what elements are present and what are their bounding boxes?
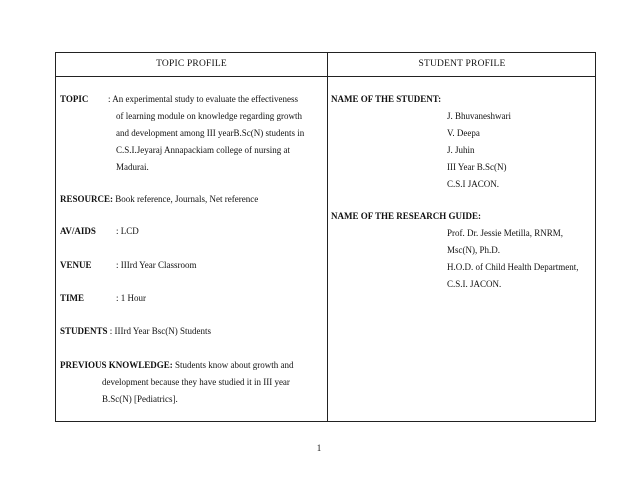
time-value: : 1 Hour [116, 293, 146, 303]
previous-knowledge-row [60, 360, 294, 371]
students-label: STUDENTS [60, 326, 108, 336]
column-divider [327, 53, 328, 421]
previous-knowledge-label: PREVIOUS KNOWLEDGE: [60, 360, 173, 370]
students-row [60, 326, 211, 337]
previous-knowledge-line: B.Sc(N) [Pediatrics]. [102, 394, 178, 404]
research-guide-line: Msc(N), Ph.D. [447, 245, 500, 255]
student-name-line: J. Bhuvaneshwari [447, 111, 511, 121]
venue-label: VENUE [60, 260, 92, 270]
students-value: : IIIrd Year Bsc(N) Students [109, 326, 212, 336]
topic-label: TOPIC [60, 94, 89, 104]
header-divider [56, 76, 595, 77]
topic-profile-header: TOPIC PROFILE [156, 59, 227, 69]
student-profile-header: STUDENT PROFILE [418, 59, 506, 69]
topic-line: Madurai. [116, 162, 149, 172]
student-name-line: V. Deepa [447, 128, 480, 138]
previous-knowledge-line: Students know about growth and [175, 360, 294, 370]
topic-line: of learning module on knowledge regarding growth [116, 111, 302, 121]
previous-knowledge-line: development because they have studied it in III year [102, 377, 290, 387]
av-aids-value: : LCD [116, 226, 139, 236]
student-name-line: III Year B.Sc(N) [447, 162, 507, 172]
resource-row [60, 194, 258, 205]
student-name-line: C.S.I JACON. [447, 179, 500, 189]
research-guide-label: NAME OF THE RESEARCH GUIDE: [331, 211, 482, 221]
research-guide-line: C.S.I. JACON. [447, 279, 502, 289]
topic-line: C.S.I.Jeyaraj Annapackiam college of nursing at [116, 145, 290, 155]
resource-value: Book reference, Journals, Net reference [115, 194, 259, 204]
venue-value: : IIIrd Year Classroom [116, 260, 197, 270]
research-guide-line: Prof. Dr. Jessie Metilla, RNRM, [447, 228, 563, 238]
topic-line: and development among III yearB.Sc(N) students in [116, 128, 305, 138]
resource-label: RESOURCE: [60, 194, 114, 204]
page-number: 1 [316, 443, 322, 453]
topic-line: : An experimental study to evaluate the effectiveness [108, 94, 299, 104]
profile-table [55, 52, 596, 422]
av-aids-label: AV/AIDS [60, 226, 96, 236]
time-label: TIME [60, 293, 85, 303]
student-name-line: J. Juhin [447, 145, 475, 155]
student-name-label: NAME OF THE STUDENT: [331, 94, 442, 104]
research-guide-line: H.O.D. of Child Health Department, [447, 262, 579, 272]
